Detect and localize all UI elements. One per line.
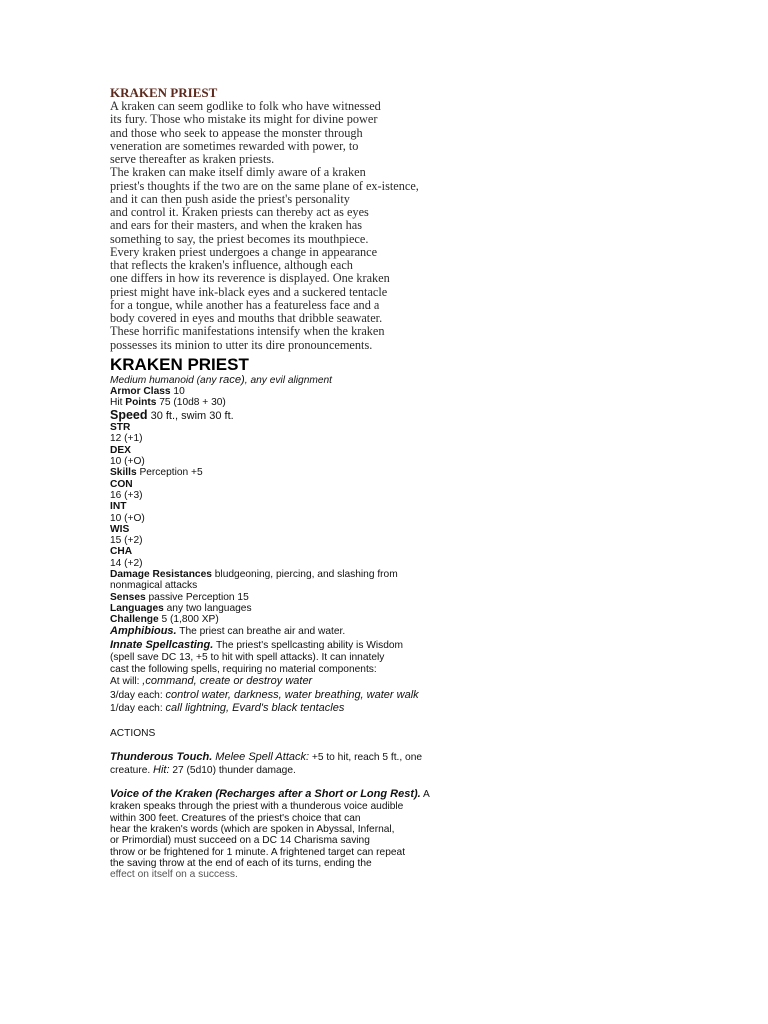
thunderous-touch-hit: Hit:	[153, 764, 170, 777]
one-day-label: 1/day each:	[110, 703, 166, 715]
str-value: 12 (+1)	[110, 433, 143, 445]
type-text: Medium humanoid (any	[110, 374, 220, 386]
spellcasting-line: (spell save DC 13, +5 to hit with spell attacks). It can innately	[110, 652, 385, 664]
challenge	[110, 614, 710, 625]
cha-value: 14 (+2)	[110, 557, 143, 569]
spells-1-day	[110, 702, 710, 716]
amphibious-text: The priest can breathe air and water.	[176, 626, 346, 638]
spacer	[110, 716, 710, 728]
voice-line-last: effect on itself on a success.	[110, 869, 238, 881]
hit-points	[110, 397, 710, 408]
con-label-text: CON	[110, 478, 133, 490]
spellcasting-line: cast the following spells, requiring no material components:	[110, 663, 377, 675]
cha-label	[110, 546, 710, 557]
hp-value: 75 (10d8 + 30)	[156, 397, 226, 409]
actions-heading: ACTIONS	[110, 727, 156, 739]
ac-label: Armor Class	[110, 386, 171, 398]
damage-resistances	[110, 569, 710, 580]
cha-label-text: CHA	[110, 546, 133, 558]
lore-line: for a tongue, while another has a featureless face and a	[110, 297, 380, 312]
lore-line: that reflects the kraken's influence, although each	[110, 258, 353, 272]
trait-amphibious	[110, 625, 710, 639]
dex-label	[110, 445, 710, 456]
action-voice-of-the-kraken	[110, 788, 710, 802]
at-will-label: At will:	[110, 676, 143, 688]
lore-line: one differs in how its reverence is displayed. One kraken	[110, 271, 390, 286]
int-label	[110, 501, 710, 512]
voice-line: kraken speaks through the priest with a thunderous voice audible	[110, 801, 404, 813]
spells-3-day	[110, 689, 710, 703]
senses	[110, 592, 710, 603]
lore-line: veneration are sometimes rewarded with power, to	[110, 138, 359, 153]
skills	[110, 467, 710, 478]
dr-label: Damage Resistances	[110, 569, 212, 580]
challenge-value: 5 (1,800 XP)	[158, 614, 219, 626]
hp-prefix: Hit	[110, 397, 126, 409]
at-will-spells: ,command, create or destroy water	[142, 675, 313, 688]
type-race: race)	[219, 373, 245, 386]
thunderous-touch-target: creature.	[110, 765, 154, 777]
con-value: 16 (+3)	[110, 489, 143, 501]
int-label-text: INT	[110, 501, 127, 513]
senses-value: passive Perception 15	[145, 591, 249, 603]
hp-label: Points	[125, 397, 157, 409]
armor-class	[110, 386, 710, 397]
wis-value: 15 (+2)	[110, 535, 143, 547]
stat-block-title: KRAKEN PRIEST	[110, 354, 249, 374]
spells-at-will	[110, 675, 710, 689]
thunderous-touch-text: +5 to hit, reach 5 ft., one	[309, 751, 423, 763]
languages	[110, 603, 710, 614]
type-alignment: , any evil alignment	[244, 374, 333, 386]
lore-line: and control it. Kraken priests can thereby act as eyes	[110, 205, 369, 219]
wis-label-text: WIS	[110, 523, 130, 535]
amphibious-label: Amphibious.	[110, 625, 177, 638]
spellcasting-label: Innate Spellcasting.	[110, 638, 214, 651]
damage-resistances-cont: nonmagical attacks	[110, 580, 198, 592]
lore-section	[110, 86, 710, 352]
lore-line: priest's thoughts if the two are on the same plane of ex-istence,	[110, 178, 419, 193]
action-thunderous-touch	[110, 751, 710, 765]
one-day-spells: call lightning, Evard's black tentacles	[165, 702, 345, 715]
spellcasting-text: The priest's spellcasting ability is Wisdom	[213, 639, 404, 651]
lore-line: serve thereafter as kraken priests.	[110, 152, 275, 166]
con-label	[110, 479, 710, 490]
spacer	[110, 739, 710, 751]
voice-line: or Primordial) must succeed on a DC 14 Charisma saving	[110, 835, 370, 847]
stat-block	[110, 355, 710, 881]
thunderous-touch-attack: Melee Spell Attack:	[212, 750, 310, 763]
skills-value: Perception +5	[136, 467, 203, 479]
ac-value: 10	[170, 386, 185, 398]
speed-label: Speed	[110, 407, 148, 422]
thunderous-touch-label: Thunderous Touch.	[110, 750, 213, 763]
lore-line: possesses its minion to utter its dire pronouncements.	[110, 337, 373, 352]
int-value: 10 (+O)	[110, 512, 145, 524]
voice-text: A	[420, 788, 430, 800]
speed	[110, 409, 710, 423]
three-day-spells: control water, darkness, water breathing, water walk	[165, 688, 419, 701]
wis-label	[110, 524, 710, 535]
trait-spellcasting	[110, 639, 710, 653]
lore-line: and those who seek to appease the monster through	[110, 125, 363, 140]
lore-line: and it can then push aside the priest's personality	[110, 191, 350, 206]
skills-label: Skills	[110, 467, 137, 479]
thunderous-touch-line	[110, 764, 710, 778]
three-day-label: 3/day each:	[110, 689, 166, 701]
challenge-label: Challenge	[110, 614, 159, 626]
voice-line: within 300 feet. Creatures of the priest's choice that can	[110, 812, 361, 824]
document-page	[110, 86, 710, 880]
lore-line: body covered in eyes and mouths that dribble seawater.	[110, 311, 383, 325]
lore-line: its fury. Those who mistake its might for divine power	[110, 112, 378, 127]
lore-line: Every kraken priest undergoes a change in appearance	[110, 244, 378, 259]
str-label	[110, 422, 710, 433]
spacer	[110, 778, 710, 788]
speed-value: 30 ft., swim 30 ft.	[147, 409, 234, 422]
languages-value: any two languages	[163, 602, 252, 614]
creature-type	[110, 375, 710, 386]
lore-title: KRAKEN PRIEST	[110, 85, 218, 100]
voice-label: Voice of the Kraken (Recharges after a Short or Long Rest).	[110, 787, 421, 800]
lore-line: something to say, the priest becomes its mouthpiece.	[110, 231, 369, 246]
thunderous-touch-damage: 27 (5d10) thunder damage.	[169, 765, 296, 777]
lore-line: A kraken can seem godlike to folk who have witnessed	[110, 99, 381, 113]
lore-body	[110, 100, 710, 352]
lore-line: These horrific manifestations intensify when the kraken	[110, 324, 385, 339]
dex-label-text: DEX	[110, 444, 131, 456]
str-label-text: STR	[110, 422, 131, 434]
senses-label: Senses	[110, 591, 146, 603]
dr-value: bludgeoning, piercing, and slashing from	[211, 569, 398, 580]
lore-line: priest might have ink-black eyes and a suckered tentacle	[110, 284, 388, 299]
voice-line: hear the kraken's words (which are spoken in Abyssal, Infernal,	[110, 823, 395, 835]
dex-value: 10 (+O)	[110, 456, 145, 468]
languages-label: Languages	[110, 602, 164, 614]
voice-line: throw or be frightened for 1 minute. A frightened target can repeat	[110, 846, 406, 858]
lore-line: The kraken can make itself dimly aware of a kraken	[110, 165, 366, 180]
lore-line: and ears for their masters, and when the kraken has	[110, 218, 362, 233]
voice-line: the saving throw at the end of each of its turns, ending the	[110, 857, 372, 869]
